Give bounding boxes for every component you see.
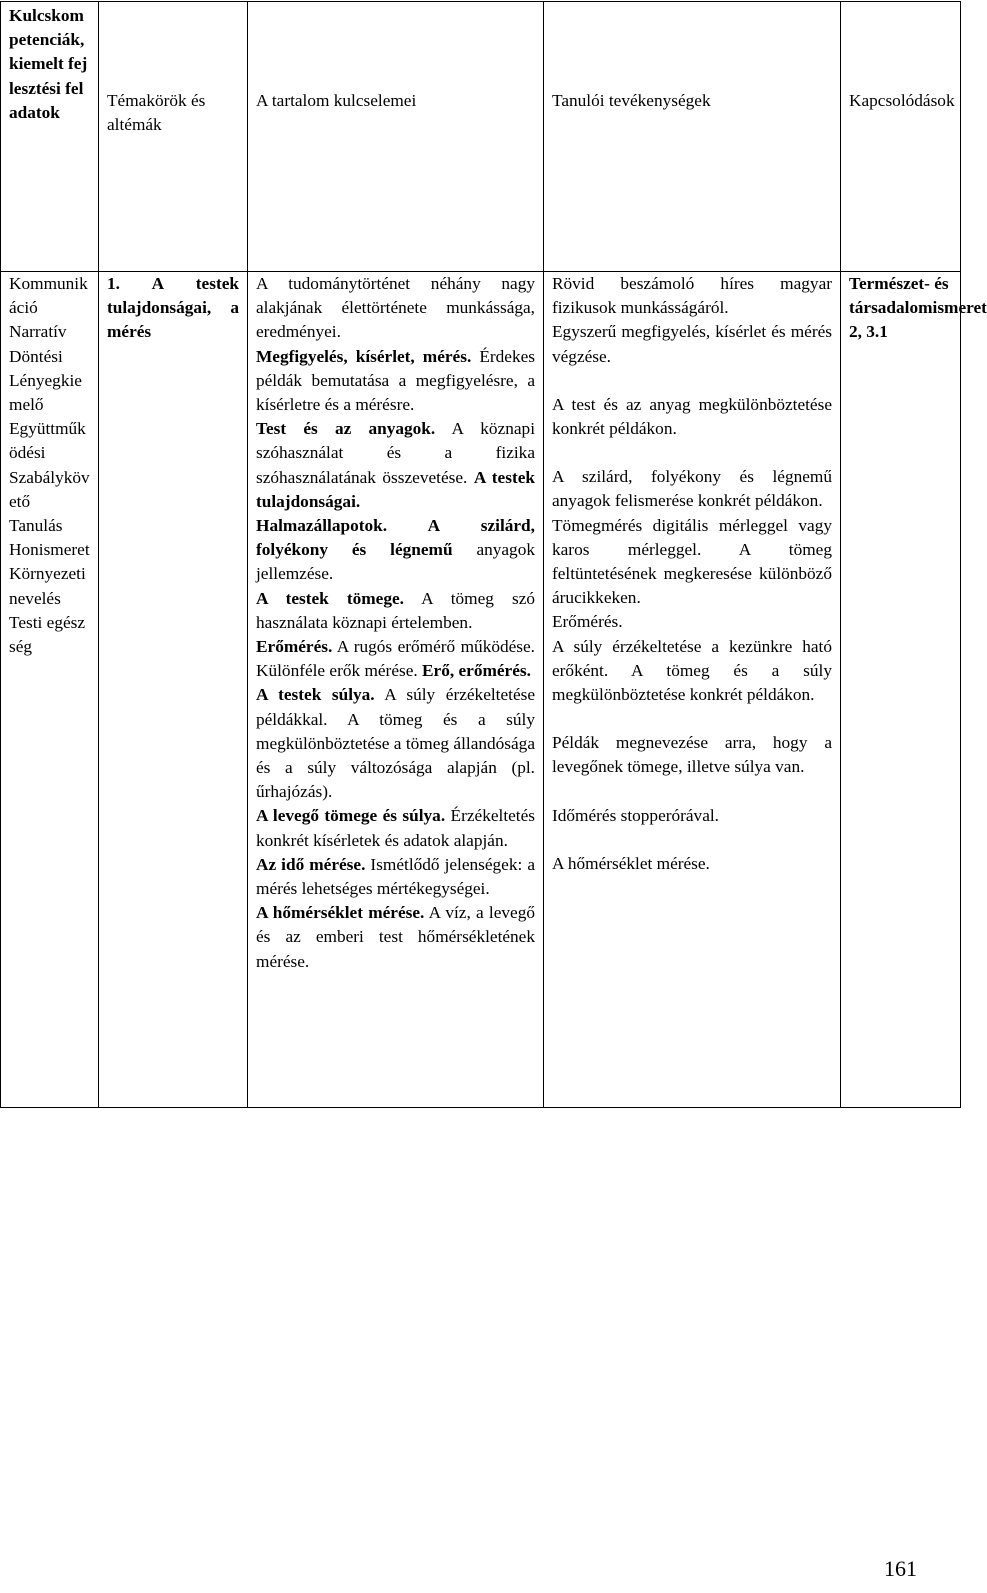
content-text: Érdekes példák bemutatása a megfigyelésre, a kísérletre és a mérésre. [256, 346, 535, 415]
content-item [256, 901, 535, 974]
content-heading: A testek tulajdonságai. [256, 467, 535, 511]
content-text: Ismétlődő jelenségek: a mérés lehetséges mértékegységei. [256, 854, 535, 899]
activity-item: Erőmérés. [552, 612, 623, 632]
header-competencies: Kulcskompetenciák, kiemelt fejlesztési feladatok [1, 2, 99, 272]
content-item [256, 853, 535, 901]
content-heading: Test és az anyagok. [256, 419, 436, 439]
content-item [256, 514, 535, 587]
content-item [256, 635, 535, 683]
activity-item: Egyszerű megfigyelés, kísérlet és mérés végzése. [552, 322, 832, 366]
page-number: 161 [884, 1556, 917, 1581]
content-text: A súly érzékeltetése példákkal. A tömeg és a súly megkülönböztetése a tömeg állandósága és a súly változósága alapján (pl. űrhajózás). [256, 685, 536, 802]
activity-item: A súly érzékeltetése a kezünkre ható erőként. A tömeg és a súly megkülönböztetése konkrét példákon. [552, 636, 832, 705]
activity-item: Tömegmérés digitális mérleggel vagy karos mérleggel. A tömeg feltüntetésének megkeresése különböző árucikkeken. [552, 515, 832, 608]
content-text: anyagok jellemzése. [256, 540, 535, 584]
competency-item: Tanulás [9, 516, 63, 536]
table-row [1, 272, 961, 1108]
activities-cell [544, 272, 841, 1108]
content-item [256, 804, 535, 852]
competencies-cell [1, 272, 99, 1108]
competency-item: Honismeret [9, 540, 90, 560]
content-heading: A testek súlya. [256, 685, 375, 705]
activity-item: Rövid beszámoló híres magyar fizikusok munkásságáról. [552, 274, 832, 318]
topic-cell: 1. A testek tulajdonságai, a mérés [99, 272, 248, 1108]
content-heading: A testek tömege. [256, 588, 404, 608]
activity-item: Példák megnevezése arra, hogy a levegőnek tömege, illetve súlya van. [552, 733, 832, 777]
competency-item: Döntési [9, 346, 63, 366]
content-text: A víz, a levegő és az emberi test hőmérsékletének mérése. [256, 903, 535, 971]
content-text: A tömeg szó használata köznapi értelemben. [256, 588, 536, 632]
spacer [552, 441, 832, 465]
content-text: A rugós erőmérő működése. Különféle erők mérése. [256, 637, 535, 681]
content-item [256, 345, 535, 418]
activity-item: A hőmérséklet mérése. [552, 853, 710, 873]
activity-item: A test és az anyag megkülönböztetése konkrét példákon. [552, 394, 832, 439]
content-item [256, 683, 535, 804]
content-heading: A hőmérséklet mérése. [256, 903, 425, 923]
competency-item: Kommunikáció [9, 274, 88, 318]
content-heading: Halmazállapotok. A szilárd, folyékony és légnemű [256, 516, 535, 560]
content-heading: Erőmérés. [256, 637, 333, 657]
spacer [552, 369, 832, 393]
competency-item: Testi egészség [9, 612, 86, 657]
header-connections: Kapcsolódások [841, 2, 961, 272]
content-text: A köznapi szóhasználat és a fizika szóhasználatának összevetése. [256, 419, 535, 487]
content-item [256, 587, 535, 635]
spacer [552, 780, 832, 804]
header-activities: Tanulói tevékenységek [544, 2, 841, 272]
curriculum-table [0, 1, 987, 1108]
spacer [552, 707, 832, 731]
competency-item: Lényegkiemelő [9, 370, 82, 415]
content-heading: Erő, erőmérés. [422, 661, 531, 681]
content-text: A tudománytörténet néhány nagy alakjának élettörténete munkássága, eredményei. [256, 274, 535, 342]
header-topics: Témakörök és altémák [99, 2, 248, 272]
content-item [256, 417, 535, 514]
header-content: A tartalom kulcselemei [248, 2, 544, 272]
competency-item: Narratív [9, 322, 67, 342]
connections-cell: Természet- és társadalomismeret 2, 3.1 [841, 272, 961, 1108]
activity-item: Időmérés stopperórával. [552, 805, 719, 825]
competency-item: Környezeti nevelés [9, 564, 86, 608]
content-text: Érzékeltetés konkrét kísérletek és adatok alapján. [256, 806, 535, 850]
content-heading: Az idő mérése. [256, 854, 366, 874]
spacer [552, 828, 832, 852]
content-heading: A levegő tömege és súlya. [256, 806, 446, 826]
content-heading: Megfigyelés, kísérlet, mérés. [256, 346, 472, 366]
competency-item: Együttműködési [9, 419, 86, 463]
activity-item: A szilárd, folyékony és légnemű anyagok felismerése konkrét példákon. [552, 467, 832, 511]
header-row [1, 2, 961, 272]
content-item [256, 272, 535, 345]
content-cell [248, 272, 544, 1108]
competency-item: Szabálykövető [9, 467, 90, 511]
